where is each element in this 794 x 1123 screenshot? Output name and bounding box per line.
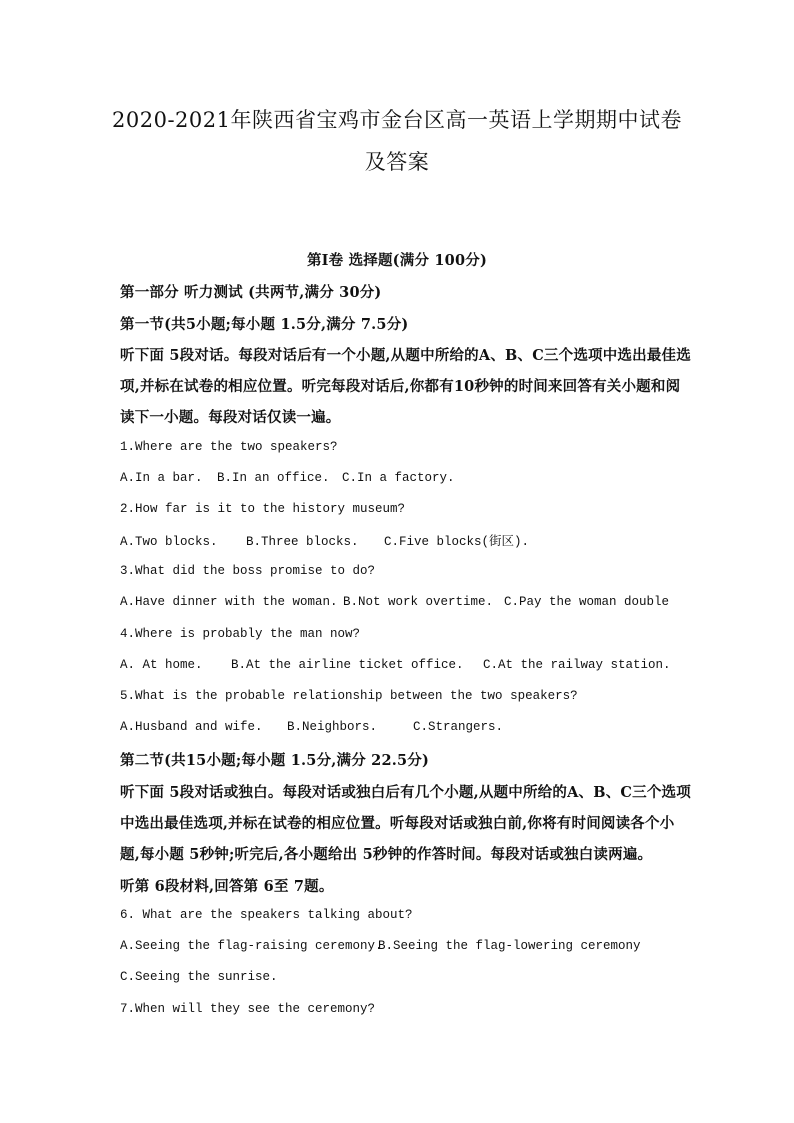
question-6-stem: 6. What are the speakers talking about? — [120, 908, 413, 922]
question-4-stem: 4.Where is probably the man now? — [120, 627, 361, 641]
question-3-options — [120, 595, 680, 609]
section1-instruction-line1: 听下面 5段对话。每段对话后有一个小题,从题中所给的A、B、C三个选项中选出最佳选 — [120, 347, 691, 364]
question-2-option-a: A.Two blocks. — [120, 535, 218, 549]
section1-heading: 第一节(共5小题;每小题 1.5分,满分 7.5分) — [120, 316, 409, 333]
question-6-option-c: C.Seeing the sunrise. — [120, 970, 278, 984]
section1-instruction-line3: 读下一小题。每段对话仅读一遍。 — [120, 409, 341, 426]
question-3-option-b: B.Not work overtime. — [343, 595, 494, 609]
volume-heading: 第Ⅰ卷 选择题(满分 100分) — [306, 252, 488, 269]
question-3-stem: 3.What did the boss promise to do? — [120, 564, 376, 578]
question-5-option-b: B.Neighbors. — [287, 720, 378, 734]
question-1-options — [120, 471, 680, 485]
question-3-option-c: C.Pay the woman double — [504, 595, 670, 609]
question-1-stem: 1.Where are the two speakers? — [120, 440, 338, 454]
question-4-option-a: A. At home. — [120, 658, 203, 672]
section1-instruction-line2: 项,并标在试卷的相应位置。听完每段对话后,你都有10秒钟的时间来回答有关小题和阅 — [120, 378, 681, 395]
section2-instruction-line3: 题,每小题 5秒钟;听完后,各小题给出 5秒钟的作答时间。每段对话或独白读两遍。 — [120, 846, 653, 863]
question-5-option-a: A.Husband and wife. — [120, 720, 263, 734]
question-4-options — [120, 658, 680, 672]
question-4-option-c: C.At the railway station. — [483, 658, 671, 672]
question-1-option-c: C.In a factory. — [342, 471, 455, 485]
question-2-stem: 2.How far is it to the history museum? — [120, 502, 406, 516]
question-3-option-a: A.Have dinner with the woman. — [120, 595, 338, 609]
question-2-option-c: C.Five blocks(街区). — [384, 535, 530, 549]
question-6-option-b: B.Seeing the flag-lowering ceremony — [378, 939, 641, 953]
question-2-options — [120, 531, 680, 549]
question-1-option-a: A.In a bar. — [120, 471, 203, 485]
question-2-option-b: B.Three blocks. — [246, 535, 359, 549]
question-4-option-b: B.At the airline ticket office. — [231, 658, 464, 672]
question-5-option-c: C.Strangers. — [413, 720, 504, 734]
document-title-line1: 2020-2021年陕西省宝鸡市金台区高一英语上学期期中试卷 — [112, 108, 682, 132]
question-7-stem: 7.When will they see the ceremony? — [120, 1002, 376, 1016]
question-6-options-ab — [120, 939, 680, 953]
material-6-note: 听第 6段材料,回答第 6至 7题。 — [120, 878, 334, 895]
question-5-options — [120, 720, 680, 734]
question-1-option-b: B.In an office. — [217, 471, 330, 485]
section2-instruction-line2: 中选出最佳选项,并标在试卷的相应位置。听每段对话或独白前,你将有时间阅读各个小 — [120, 815, 675, 832]
question-6-option-a: A.Seeing the flag-raising ceremony. — [120, 939, 383, 953]
question-5-stem: 5.What is the probable relationship between the two speakers? — [120, 689, 578, 703]
section2-heading: 第二节(共15小题;每小题 1.5分,满分 22.5分) — [120, 752, 430, 769]
part1-heading: 第一部分 听力测试 (共两节,满分 30分) — [120, 284, 382, 301]
document-title-line2: 及答案 — [364, 150, 430, 174]
section2-instruction-line1: 听下面 5段对话或独白。每段对话或独白后有几个小题,从题中所给的A、B、C三个选项 — [120, 784, 691, 801]
